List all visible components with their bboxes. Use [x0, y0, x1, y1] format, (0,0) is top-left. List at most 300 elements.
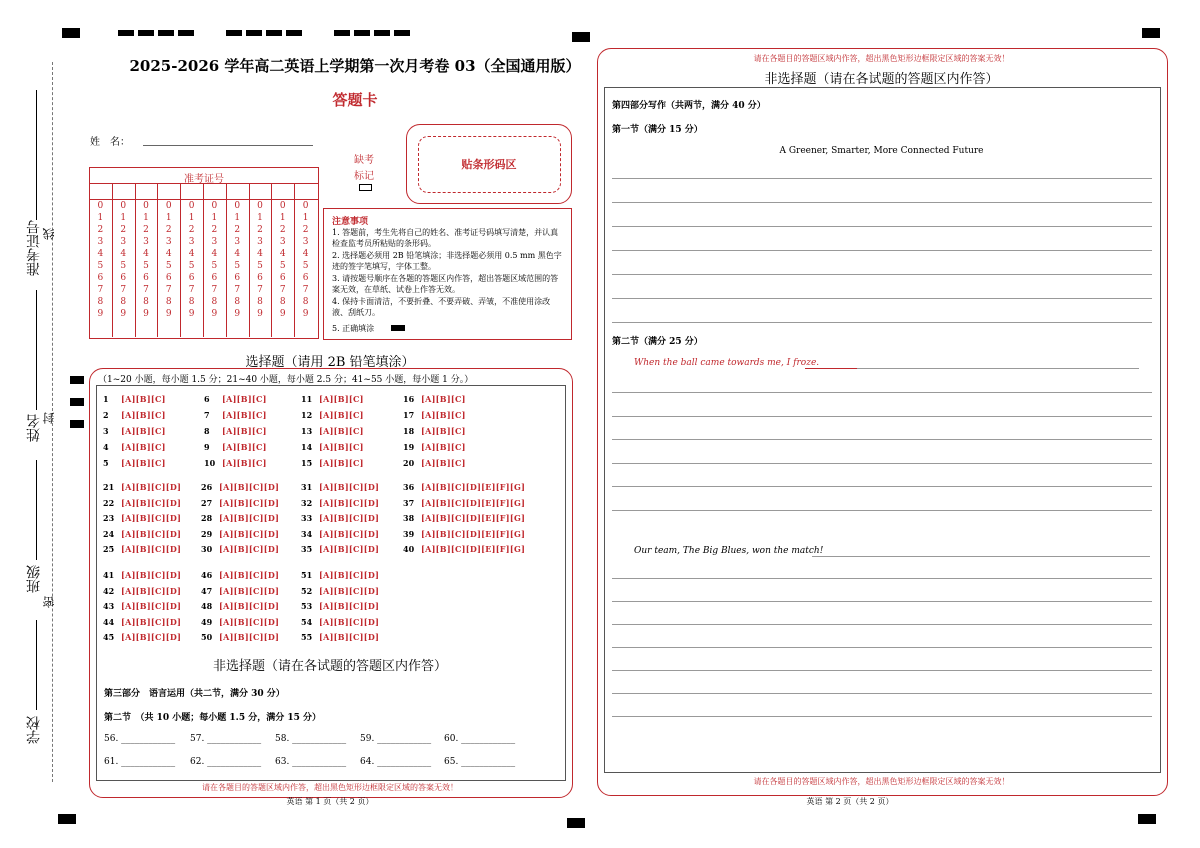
option-bubbles[interactable]: [A][B][C][D] [319, 528, 380, 539]
option-bubbles[interactable]: [A][B][C][D][E][F][G] [421, 544, 526, 554]
nonchoice-left-header: 非选择题（请在各试题的答题区内作答） [212, 659, 447, 674]
choice-question-18[interactable] [403, 426, 466, 436]
digit-bubble[interactable]: 1 [302, 213, 309, 223]
option-bubbles[interactable]: [A][B][C][D] [121, 482, 182, 492]
exam-number-digit-column[interactable] [182, 200, 202, 320]
right-header: 非选择题（请在各试题的答题区内作答） [764, 72, 999, 87]
digit-bubble[interactable]: 0 [143, 201, 149, 211]
digit-bubble[interactable]: 9 [257, 309, 263, 319]
digit-bubble[interactable]: 2 [279, 225, 286, 235]
option-bubbles[interactable]: [A][B][C][D] [121, 513, 182, 523]
digit-bubble[interactable]: 4 [234, 249, 241, 259]
question-number: 18 [403, 426, 415, 436]
question-number: 54 [301, 616, 313, 627]
question-number: 8 [204, 426, 210, 436]
digit-bubble[interactable]: 9 [143, 309, 149, 319]
choice-question-5[interactable] [103, 458, 166, 468]
option-bubbles[interactable]: [A][B][C][D][E][F][G] [421, 497, 526, 508]
digit-bubble[interactable]: 4 [120, 249, 127, 259]
option-bubbles[interactable]: [A][B][C] [121, 394, 166, 404]
question-number: 42 [103, 585, 115, 596]
digit-bubble[interactable]: 6 [97, 273, 104, 283]
question-number: 44 [103, 616, 115, 627]
digit-bubble[interactable]: 2 [234, 225, 241, 235]
writing-line[interactable] [612, 250, 1152, 251]
writing-line[interactable] [612, 601, 1152, 602]
digit-bubble[interactable]: 3 [165, 237, 172, 247]
option-bubbles[interactable]: [A][B][C][D] [121, 528, 182, 539]
option-bubbles[interactable]: [A][B][C][D] [319, 601, 380, 611]
option-bubbles[interactable]: [A][B][C] [319, 410, 364, 420]
question-number: 34 [301, 528, 313, 539]
choice-question-21[interactable] [103, 482, 181, 492]
choice-question-54[interactable] [301, 617, 379, 627]
question-number: 17 [403, 410, 415, 420]
digit-bubble[interactable]: 3 [234, 237, 241, 247]
digit-bubble[interactable]: 8 [302, 297, 309, 307]
digit-bubble[interactable]: 9 [188, 309, 195, 319]
choice-question-6[interactable] [204, 394, 267, 404]
exam-number-digit-column[interactable] [159, 200, 179, 320]
option-bubbles[interactable]: [A][B][C][D] [219, 632, 280, 642]
page2-footer: 英语 第 2 页（共 2 页） [806, 797, 894, 806]
option-bubbles[interactable]: [A][B][C][D] [319, 482, 380, 492]
option-bubbles[interactable]: [A][B][C][D] [319, 513, 380, 523]
option-bubbles[interactable]: [A][B][C][D] [219, 585, 280, 596]
option-bubbles[interactable]: [A][B][C][D] [121, 544, 182, 554]
option-bubbles[interactable]: [A][B][C][D] [319, 632, 380, 642]
choice-question-48[interactable] [201, 601, 279, 611]
answer-card-title: 答题卡 [332, 91, 378, 109]
option-bubbles[interactable]: [A][B][C] [222, 458, 267, 468]
prompt2-underline [812, 556, 1150, 557]
option-bubbles[interactable]: [A][B][C] [319, 442, 364, 452]
choice-question-50[interactable] [201, 632, 279, 642]
option-bubbles[interactable]: [A][B][C] [421, 394, 466, 404]
choice-question-40[interactable] [403, 544, 525, 554]
digit-bubble[interactable]: 3 [120, 237, 127, 247]
question-number: 29 [201, 528, 213, 539]
digit-bubble[interactable]: 7 [211, 285, 218, 295]
digit-bubble[interactable]: 2 [165, 225, 172, 235]
digit-bubble[interactable]: 5 [165, 261, 172, 271]
question-number: 35 [301, 544, 313, 554]
digit-bubble[interactable]: 5 [279, 261, 286, 271]
digit-bubble[interactable]: 7 [143, 285, 149, 295]
exam-number-digit-column[interactable] [227, 200, 247, 320]
option-bubbles[interactable]: [A][B][C][D] [121, 585, 182, 596]
choice-question-36[interactable] [403, 482, 525, 492]
name-field[interactable] [143, 145, 313, 146]
digit-bubble[interactable]: 6 [143, 273, 149, 283]
digit-bubble[interactable]: 2 [143, 225, 149, 235]
option-bubbles[interactable]: [A][B][C] [319, 458, 364, 468]
choice-question-12[interactable] [301, 410, 364, 420]
choice-question-27[interactable] [201, 498, 279, 508]
option-bubbles[interactable]: [A][B][C][D] [219, 601, 280, 611]
choice-question-32[interactable] [301, 498, 379, 508]
option-bubbles[interactable]: [A][B][C] [222, 394, 267, 404]
choice-question-25[interactable] [103, 544, 181, 554]
digit-bubble[interactable]: 0 [120, 201, 127, 211]
choice-question-45[interactable] [103, 632, 181, 642]
writing-line[interactable] [612, 510, 1152, 511]
digit-bubble[interactable]: 3 [188, 237, 195, 247]
digit-bubble[interactable]: 9 [211, 309, 218, 319]
digit-bubble[interactable]: 6 [165, 273, 172, 283]
exam-number-digit-column[interactable] [204, 200, 224, 320]
option-bubbles[interactable]: [A][B][C][D][E][F][G] [421, 482, 526, 492]
choice-question-14[interactable] [301, 442, 364, 452]
blank-62[interactable]: 62. ____________ [190, 757, 262, 767]
digit-bubble[interactable]: 1 [165, 213, 172, 223]
choice-question-24[interactable] [103, 529, 181, 539]
absent-label-line1: 缺考 [354, 155, 374, 166]
option-bubbles[interactable]: [A][B][C][D] [319, 616, 380, 627]
choice-question-11[interactable] [301, 394, 364, 404]
digit-bubble[interactable]: 9 [302, 309, 309, 319]
writing-line[interactable] [612, 647, 1152, 648]
option-bubbles[interactable]: [A][B][C] [121, 410, 166, 420]
blank-60[interactable]: 60. ____________ [444, 734, 516, 744]
choice-question-47[interactable] [201, 586, 279, 596]
choice-question-30[interactable] [201, 544, 279, 554]
choice-question-10[interactable] [204, 458, 267, 468]
digit-bubble[interactable]: 5 [234, 261, 241, 271]
digit-bubble[interactable]: 6 [302, 273, 309, 283]
digit-bubble[interactable]: 2 [211, 225, 218, 235]
side-feng-label: 封 [42, 412, 56, 424]
page-title: 2025-2026 学年高二英语上学期第一次月考卷 03（全国通用版） [129, 57, 581, 75]
writing-line[interactable] [612, 716, 1152, 717]
option-bubbles[interactable]: [A][B][C][D] [121, 497, 182, 508]
option-bubbles[interactable]: [A][B][C][D] [219, 482, 280, 492]
side-mi-label: 密 [42, 596, 56, 608]
option-bubbles[interactable]: [A][B][C][D][E][F][G] [421, 513, 526, 523]
choice-question-39[interactable] [403, 529, 525, 539]
writing-line[interactable] [612, 322, 1152, 323]
choice-question-4[interactable] [103, 442, 166, 452]
choice-question-3[interactable] [103, 426, 166, 436]
option-bubbles[interactable]: [A][B][C][D] [319, 585, 380, 596]
option-bubbles[interactable]: [A][B][C] [421, 458, 466, 468]
side-name-line [36, 290, 37, 410]
option-bubbles[interactable]: [A][B][C][D] [219, 616, 280, 627]
choice-question-52[interactable] [301, 586, 379, 596]
choice-question-51[interactable] [301, 570, 379, 580]
digit-bubble[interactable]: 1 [257, 213, 263, 223]
part4-section2-title: 第二节（满分 25 分） [612, 337, 703, 347]
digit-bubble[interactable]: 1 [211, 213, 218, 223]
question-number: 21 [103, 482, 115, 492]
digit-bubble[interactable]: 0 [97, 201, 104, 211]
question-number: 28 [201, 513, 213, 523]
choice-question-17[interactable] [403, 410, 466, 420]
notes-item-2: 2. 选择题必须用 2B 铅笔填涂；非选择题必须用 0.5 mm 黑色字迹的签字笔填写，字体工整。 [332, 251, 562, 271]
choice-question-55[interactable] [301, 632, 379, 642]
digit-bubble[interactable]: 2 [97, 225, 104, 235]
digit-bubble[interactable]: 0 [165, 201, 172, 211]
question-number: 10 [204, 458, 216, 468]
digit-bubble[interactable]: 3 [143, 237, 149, 247]
writing-line[interactable] [612, 670, 1152, 671]
digit-bubble[interactable]: 4 [257, 249, 263, 259]
choice-question-46[interactable] [201, 570, 279, 580]
choice-question-41[interactable] [103, 570, 181, 580]
choice-question-22[interactable] [103, 498, 181, 508]
digit-bubble[interactable]: 5 [143, 261, 149, 271]
digit-bubble[interactable]: 8 [257, 297, 263, 307]
question-number: 1 [103, 394, 109, 404]
option-bubbles[interactable]: [A][B][C] [121, 426, 166, 436]
digit-bubble[interactable]: 4 [279, 249, 286, 259]
choice-question-1[interactable] [103, 394, 166, 404]
option-bubbles[interactable]: [A][B][C][D] [121, 616, 182, 627]
option-bubbles[interactable]: [A][B][C] [319, 426, 364, 436]
notes-item-3: 3. 请按题号顺序在各题的答题区内作答，超出答题区域范围的答案无效，在草纸、试卷上作答无效。 [332, 274, 559, 294]
digit-bubble[interactable]: 8 [143, 297, 149, 307]
writing-line[interactable] [612, 274, 1152, 275]
question-number: 46 [201, 570, 213, 580]
choice-question-53[interactable] [301, 601, 379, 611]
digit-bubble[interactable]: 6 [234, 273, 241, 283]
digit-bubble[interactable]: 4 [165, 249, 172, 259]
digit-bubble[interactable]: 9 [279, 309, 286, 319]
digit-bubble[interactable]: 8 [234, 297, 241, 307]
digit-bubble[interactable]: 3 [257, 237, 263, 247]
exam-number-digit-column[interactable] [296, 200, 316, 320]
blank-63[interactable]: 63. ____________ [275, 757, 347, 767]
question-number: 9 [204, 442, 210, 452]
digit-bubble[interactable]: 4 [97, 249, 104, 259]
digit-bubble[interactable]: 0 [279, 201, 286, 211]
choice-question-28[interactable] [201, 513, 279, 523]
question-number: 40 [403, 544, 415, 554]
option-bubbles[interactable]: [A][B][C][D] [219, 497, 280, 508]
side-class-label: 班级 [26, 565, 42, 593]
choice-question-23[interactable] [103, 513, 181, 523]
question-number: 22 [103, 497, 115, 508]
digit-bubble[interactable]: 5 [97, 261, 104, 271]
writing-line[interactable] [612, 226, 1152, 227]
option-bubbles[interactable]: [A][B][C] [121, 458, 166, 468]
digit-bubble[interactable]: 9 [165, 309, 172, 319]
writing-line[interactable] [612, 202, 1152, 203]
digit-bubble[interactable]: 3 [302, 237, 309, 247]
digit-bubble[interactable]: 4 [211, 249, 218, 259]
side-exam-no-line [36, 90, 37, 220]
option-bubbles[interactable]: [A][B][C] [319, 394, 364, 404]
digit-bubble[interactable]: 2 [188, 225, 195, 235]
digit-bubble[interactable]: 5 [211, 261, 218, 271]
digit-bubble[interactable]: 9 [234, 309, 241, 319]
blank-64[interactable]: 64. ____________ [360, 757, 432, 767]
question-number: 38 [403, 513, 415, 523]
question-number: 14 [301, 442, 313, 452]
exam-number-digit-column[interactable] [113, 200, 133, 320]
choice-question-13[interactable] [301, 426, 364, 436]
exam-number-digit-column[interactable] [273, 200, 293, 320]
question-number: 33 [301, 513, 313, 523]
blank-65[interactable]: 65. ____________ [444, 757, 516, 767]
digit-bubble[interactable]: 5 [257, 261, 263, 271]
option-bubbles[interactable]: [A][B][C] [421, 442, 466, 452]
option-bubbles[interactable]: [A][B][C][D][E][F][G] [421, 528, 526, 539]
writing-line[interactable] [612, 486, 1152, 487]
digit-bubble[interactable]: 8 [165, 297, 172, 307]
digit-bubble[interactable]: 1 [234, 213, 241, 223]
digit-bubble[interactable]: 0 [188, 201, 195, 211]
choice-question-43[interactable] [103, 601, 181, 611]
choice-question-29[interactable] [201, 529, 279, 539]
blank-61[interactable]: 61. ____________ [104, 757, 176, 767]
digit-bubble[interactable]: 0 [257, 201, 263, 211]
option-bubbles[interactable]: [A][B][C] [222, 410, 267, 420]
choice-question-34[interactable] [301, 529, 379, 539]
choice-question-19[interactable] [403, 442, 466, 452]
choice-question-8[interactable] [204, 426, 267, 436]
digit-bubble[interactable]: 7 [120, 285, 127, 295]
option-bubbles[interactable]: [A][B][C][D] [121, 601, 182, 611]
absent-checkbox[interactable] [359, 184, 372, 191]
option-bubbles[interactable]: [A][B][C] [421, 426, 466, 436]
blank-56[interactable]: 56. ____________ [104, 734, 176, 744]
choice-question-15[interactable] [301, 458, 364, 468]
digit-bubble[interactable]: 8 [211, 297, 218, 307]
exam-number-digit-column[interactable] [90, 200, 110, 320]
digit-bubble[interactable]: 7 [279, 285, 286, 295]
digit-bubble[interactable]: 5 [302, 261, 309, 271]
digit-bubble[interactable]: 3 [279, 237, 286, 247]
choice-question-37[interactable] [403, 498, 525, 508]
writing-line[interactable] [612, 624, 1152, 625]
registration-mark [567, 818, 585, 828]
option-bubbles[interactable]: [A][B][C][D] [319, 497, 380, 508]
writing-line[interactable] [612, 439, 1152, 440]
digit-bubble[interactable]: 2 [120, 225, 127, 235]
digit-bubble[interactable]: 0 [234, 201, 241, 211]
question-number: 37 [403, 497, 415, 508]
digit-bubble[interactable]: 1 [97, 213, 104, 223]
choice-question-35[interactable] [301, 544, 379, 554]
question-number: 47 [201, 585, 213, 596]
exam-number-digit-column[interactable] [250, 200, 270, 320]
notes-item-4: 4. 保持卡面清洁，不要折叠、不要弄破、弄皱，不准使用涂改液、刮纸刀。 [332, 297, 551, 317]
writing-line[interactable] [612, 463, 1152, 464]
digit-bubble[interactable]: 8 [188, 297, 195, 307]
option-bubbles[interactable]: [A][B][C][D] [121, 570, 182, 580]
digit-bubble[interactable]: 2 [257, 225, 263, 235]
digit-bubble[interactable]: 3 [97, 237, 104, 247]
choice-question-44[interactable] [103, 617, 181, 627]
digit-bubble[interactable]: 6 [279, 273, 286, 283]
option-bubbles[interactable]: [A][B][C] [421, 410, 466, 420]
registration-mark [70, 420, 84, 428]
blank-57[interactable]: 57. ____________ [190, 734, 262, 744]
writing-line[interactable] [612, 298, 1152, 299]
digit-bubble[interactable]: 4 [188, 249, 195, 259]
digit-bubble[interactable]: 7 [302, 285, 309, 295]
choice-question-31[interactable] [301, 482, 379, 492]
option-bubbles[interactable]: [A][B][C][D] [219, 528, 280, 539]
question-number: 13 [301, 426, 313, 436]
question-number: 49 [201, 616, 213, 627]
digit-bubble[interactable]: 6 [188, 273, 195, 283]
digit-bubble[interactable]: 5 [120, 261, 127, 271]
digit-bubble[interactable]: 4 [143, 249, 149, 259]
digit-bubble[interactable]: 9 [97, 309, 104, 319]
filled-example-mark [391, 325, 405, 331]
digit-bubble[interactable]: 7 [97, 285, 104, 295]
choice-question-16[interactable] [403, 394, 466, 404]
digit-bubble[interactable]: 1 [120, 213, 127, 223]
writing-line[interactable] [612, 693, 1152, 694]
digit-bubble[interactable]: 6 [211, 273, 218, 283]
choice-question-33[interactable] [301, 513, 379, 523]
option-bubbles[interactable]: [A][B][C][D] [319, 544, 380, 554]
digit-bubble[interactable]: 7 [234, 285, 241, 295]
choice-question-42[interactable] [103, 586, 181, 596]
option-bubbles[interactable]: [A][B][C][D] [121, 632, 182, 642]
notes-title: 注意事项 [332, 217, 369, 227]
writing-line[interactable] [612, 392, 1152, 393]
registration-mark [334, 30, 410, 36]
option-bubbles[interactable]: [A][B][C] [222, 426, 267, 436]
choice-question-2[interactable] [103, 410, 166, 420]
blank-59[interactable]: 59. ____________ [360, 734, 432, 744]
digit-bubble[interactable]: 1 [188, 213, 195, 223]
digit-bubble[interactable]: 8 [97, 297, 104, 307]
writing-line[interactable] [612, 578, 1152, 579]
digit-bubble[interactable]: 8 [120, 297, 127, 307]
digit-bubble[interactable]: 7 [188, 285, 195, 295]
digit-bubble[interactable]: 8 [279, 297, 286, 307]
digit-bubble[interactable]: 6 [120, 273, 127, 283]
registration-mark [572, 32, 590, 42]
option-bubbles[interactable]: [A][B][C] [121, 442, 166, 452]
digit-bubble[interactable]: 0 [211, 201, 218, 211]
digit-bubble[interactable]: 0 [302, 201, 309, 211]
digit-bubble[interactable]: 3 [211, 237, 218, 247]
choice-question-26[interactable] [201, 482, 279, 492]
writing-line[interactable] [612, 178, 1152, 179]
option-bubbles[interactable]: [A][B][C][D] [319, 570, 380, 580]
choice-question-20[interactable] [403, 458, 466, 468]
exam-number-digit-column[interactable] [136, 200, 156, 320]
choice-question-7[interactable] [204, 410, 267, 420]
digit-bubble[interactable]: 9 [120, 309, 127, 319]
option-bubbles[interactable]: [A][B][C][D] [219, 570, 280, 580]
option-bubbles[interactable]: [A][B][C][D] [219, 544, 280, 554]
digit-bubble[interactable]: 5 [188, 261, 195, 271]
option-bubbles[interactable]: [A][B][C][D] [219, 513, 280, 523]
digit-bubble[interactable]: 7 [165, 285, 172, 295]
choice-question-38[interactable] [403, 513, 525, 523]
choice-question-9[interactable] [204, 442, 267, 452]
option-bubbles[interactable]: [A][B][C] [222, 442, 267, 452]
question-number: 41 [103, 570, 115, 580]
digit-bubble[interactable]: 1 [279, 213, 286, 223]
digit-bubble[interactable]: 2 [302, 225, 309, 235]
digit-bubble[interactable]: 1 [143, 213, 149, 223]
blank-58[interactable]: 58. ____________ [275, 734, 347, 744]
digit-bubble[interactable]: 4 [302, 249, 309, 259]
digit-bubble[interactable]: 6 [257, 273, 263, 283]
choice-question-49[interactable] [201, 617, 279, 627]
writing-line[interactable] [612, 416, 1152, 417]
digit-bubble[interactable]: 7 [257, 285, 263, 295]
question-number: 16 [403, 394, 415, 404]
